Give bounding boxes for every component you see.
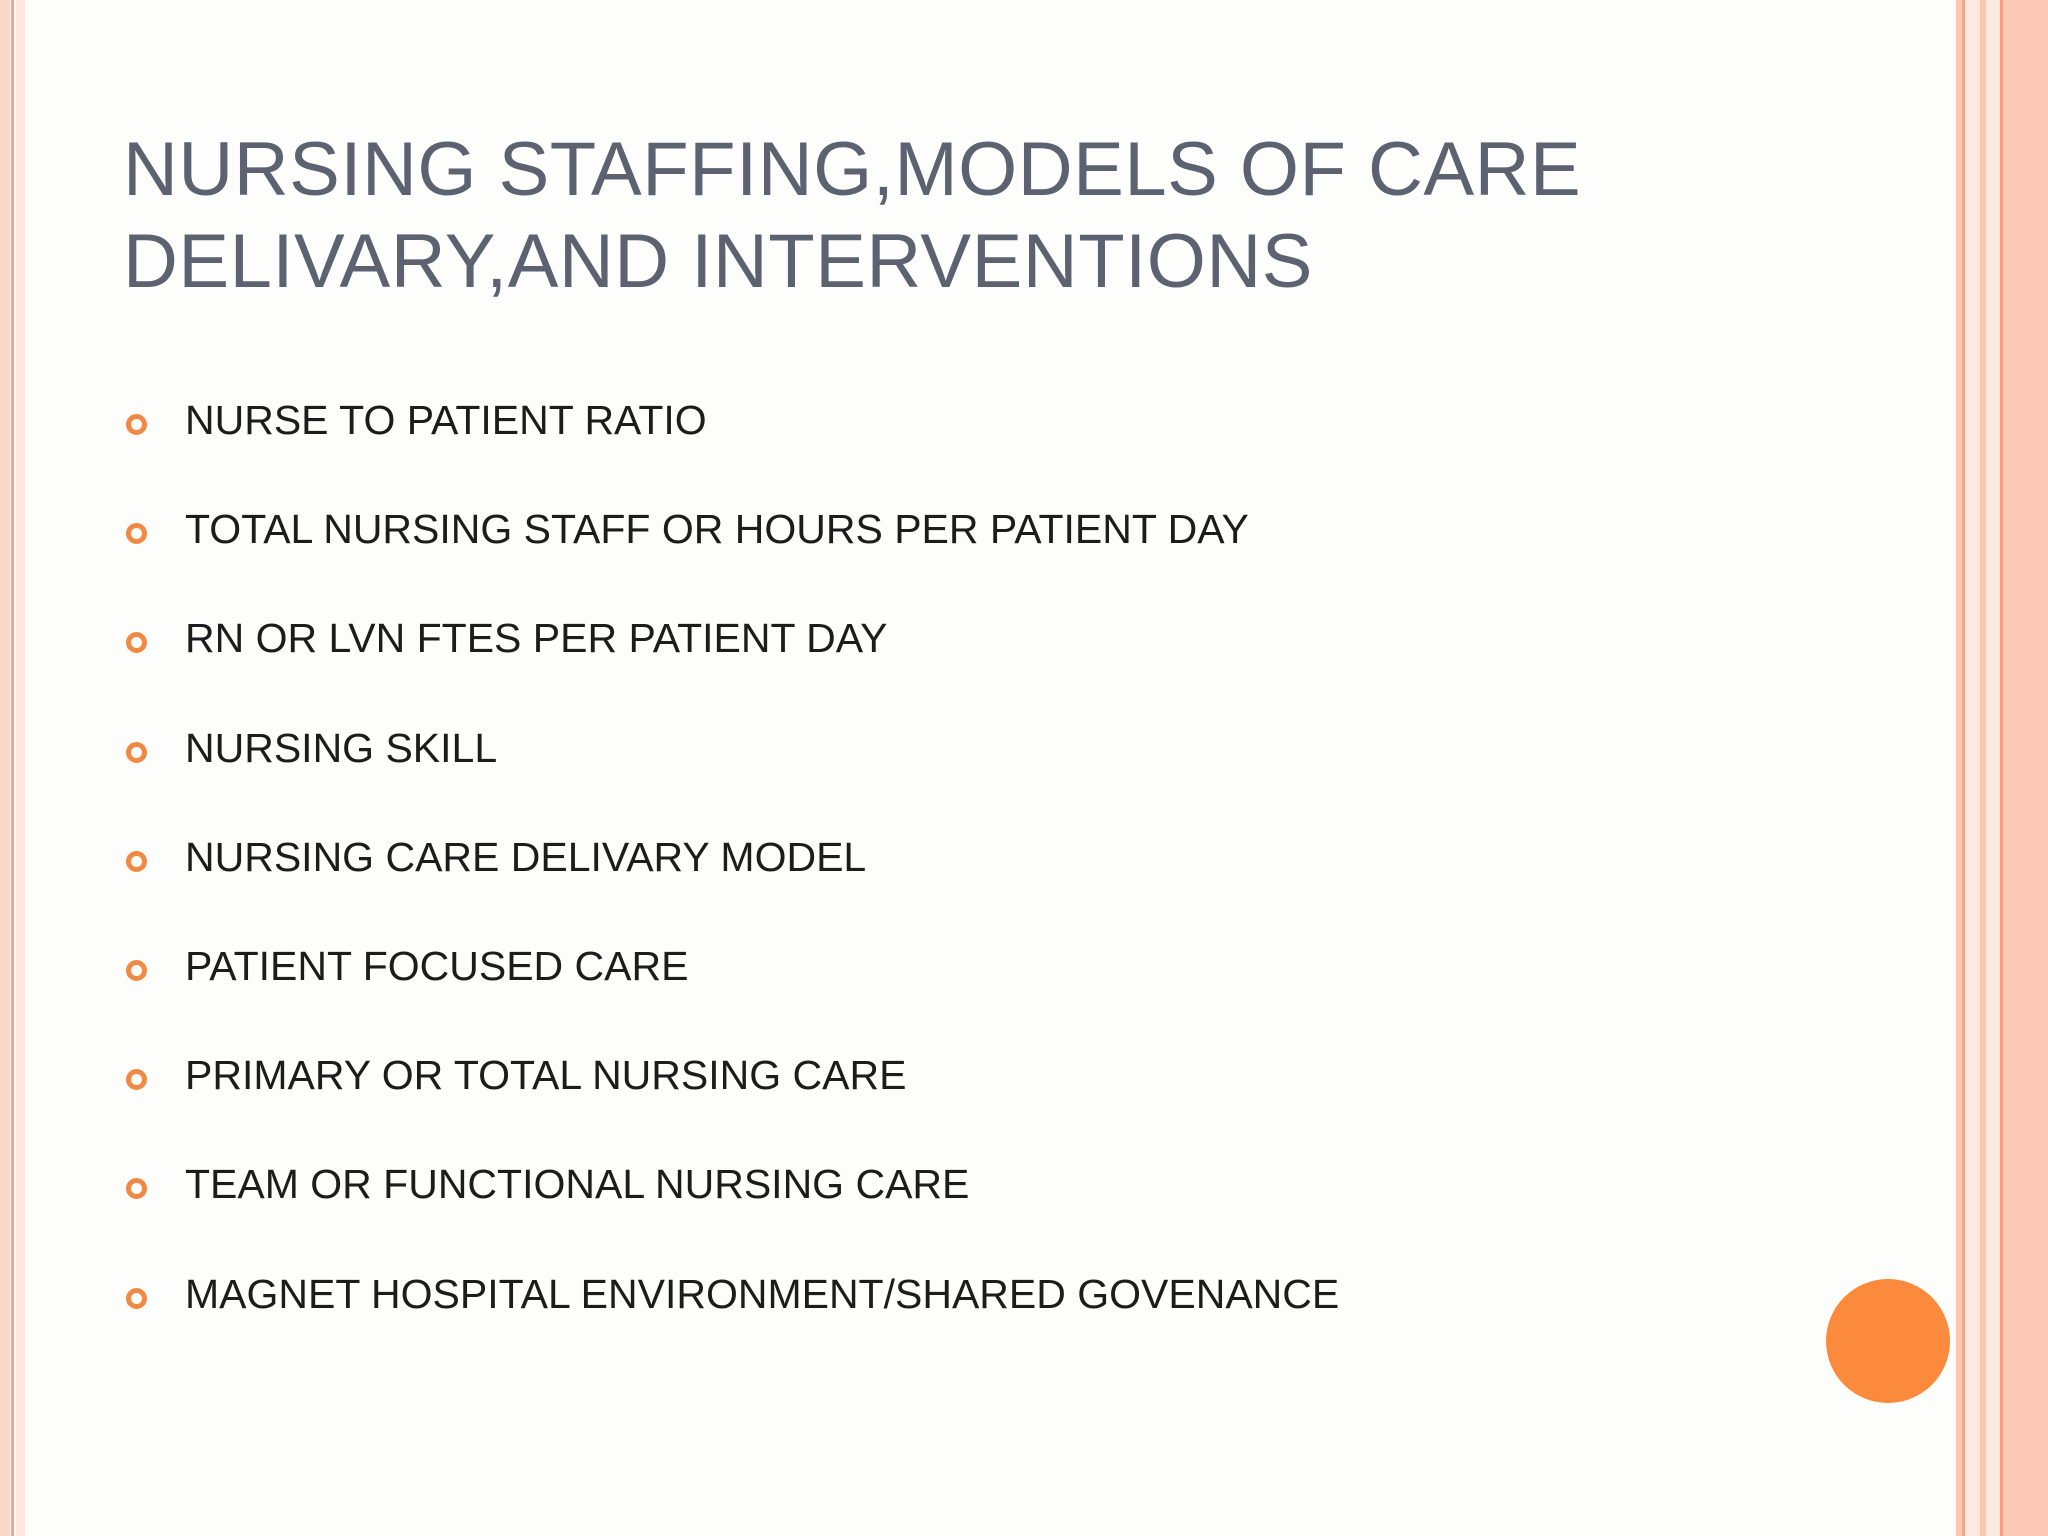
bullet-text: NURSING SKILL: [185, 724, 498, 771]
slide-title: [123, 124, 1823, 308]
hollow-circle-bullet-icon: [126, 742, 147, 763]
hollow-circle-bullet-icon: [126, 1288, 147, 1309]
right-border-stripe: [2003, 0, 2048, 1536]
hollow-circle-bullet-icon: [126, 414, 147, 435]
bullet-text: PATIENT FOCUSED CARE: [185, 942, 689, 989]
bullet-text: MAGNET HOSPITAL ENVIRONMENT/SHARED GOVENANCE: [185, 1270, 1340, 1317]
bullet-text: TOTAL NURSING STAFF OR HOURS PER PATIENT DAY: [185, 506, 1249, 553]
hollow-circle-bullet-icon: [126, 851, 147, 872]
left-border-stripe: [11, 0, 14, 1536]
right-border-stripe: [1965, 0, 1980, 1536]
left-border-stripe: [16, 0, 25, 1536]
bullet-text: NURSE TO PATIENT RATIO: [185, 397, 707, 443]
bullet-text: PRIMARY OR TOTAL NURSING CARE: [185, 1052, 907, 1099]
slide-title-line-1: NURSING STAFFING,MODELS OF CARE: [123, 127, 1582, 212]
bullet-text: NURSING CARE DELIVARY MODEL: [185, 833, 867, 880]
left-border-stripe: [0, 0, 10, 1536]
bullet-text: RN OR LVN FTES PER PATIENT DAY: [185, 615, 888, 662]
decorative-orange-circle: [1826, 1279, 1950, 1403]
bullet-text: TEAM OR FUNCTIONAL NURSING CARE: [185, 1161, 970, 1208]
slide-title-line-2: DELIVARY,AND INTERVENTIONS: [123, 219, 1313, 304]
right-border-stripe: [1986, 0, 2000, 1536]
hollow-circle-bullet-icon: [126, 960, 147, 981]
hollow-circle-bullet-icon: [126, 1069, 147, 1090]
